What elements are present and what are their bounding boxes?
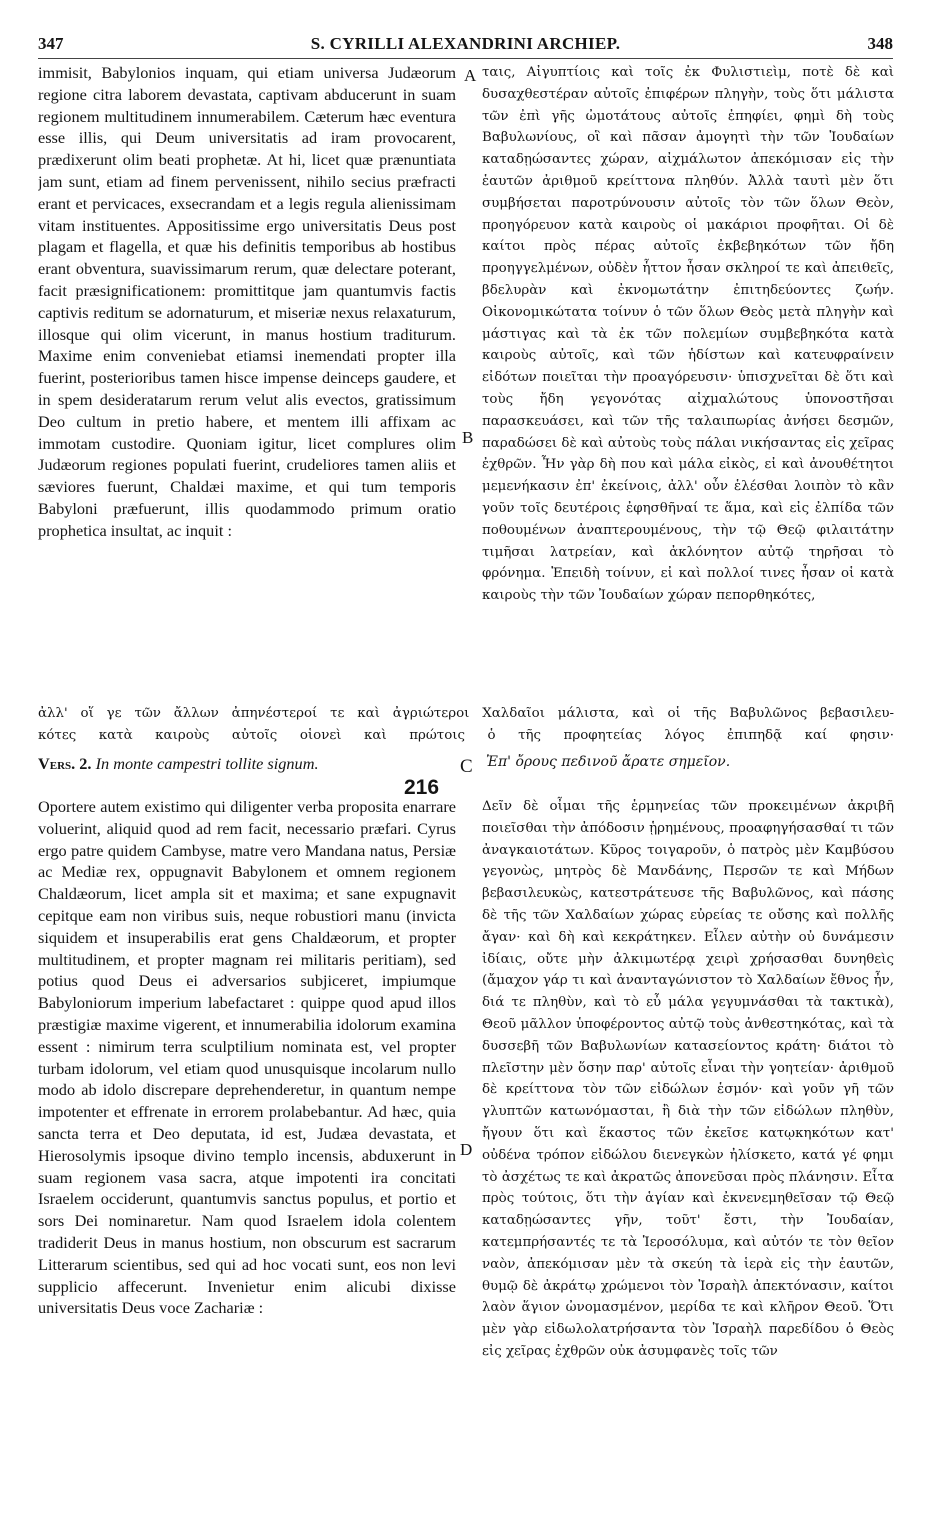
section-marker-a: A xyxy=(464,66,477,85)
verse-text-latin: In monte campestri tollite signum. xyxy=(95,754,319,773)
running-title: S. CYRILLI ALEXANDRINI ARCHIEP. xyxy=(310,34,621,53)
greek-column-top: ταις, Αἰγυπτίοις καὶ τοῖς ἐκ Φυλιστιεὶμ, ποτὲ δὲ καὶ δυσαχθεστέραν αὐτοῖς ἐπιφέρων πληγὴν, τοὺς ὅτι μάλιστα τῶν ἐπὶ γῆς ὠμοτάτους αὐτοῖς ἐπηφίει, φημὶ δὴ τοὺς Βαβυλωνίους, οἳ καὶ πᾶσαν ἀμογητὶ τὴν τῶν Ἰουδαίων καταδῃώσαντες χώραν, αἰχμάλωτον ἀπεκόμισαν εἰς τὴν ἑαυτῶν ἀριθμοῦ κρείττονα πληθύν. Ἀλλὰ ταυτὶ μὲν ὅτι συμβήσεται παροτρύνουσιν αὐτοῖς τὸν τῶν ὅλων Θεὸν, προηγόρευον κατὰ καιροὺς οἱ μακάριοι προφῆται. Οἱ δὲ καίτοι πρὸς πέρας αὐτοῖς ἐκβεβηκότων τῶν ἤδη προηγγελμένων, οὐδὲν ἧττον ἦσαν σκληροί τε καὶ ἀπειθεῖς, βδελυρὰν καὶ ἐκνομωτάτην ἐπιτηδεύοντες ζωήν. Οἰκονομικώτατα τοίνυν ὁ τῶν ὅλων Θεὸς μετὰ πληγὴν καὶ μάστιγας καὶ τὰ ἐκ τῶν πολεμίων συμβεβηκότα κατὰ καιροὺς αὐτοῖς, καὶ τῶν ἡδίστων καὶ κατευφραίνειν εἰδότων ποιεῖται τὴν προαγόρευσιν· ὑπισχνεῖται δὲ ὅτι καὶ τοὺς ἤδη γεγονότας αἰχμαλώτους ὑπονοστῆσαι παρασκευάσει, καὶ τῶν τῆς ταλαιπωρίας ἀνήσει δεσμῶν, παραδώσει δὲ καὶ αὐτοὺς τοὺς πάλαι νικήσαντας εἰς χεῖρας ἐχθρῶν. Ἦν γὰρ δὴ που καὶ μάλα εἰκὸς, εἰ καὶ ἀνουθέτητοι μεμενήκασιν ἐπ' ἐκείνοις, ἀλλ' οὖν ἑλέσθαι λοιπὸν τὸ κἂν γοῦν τοῖς δευτέροις ἐφησθῆναί τε ἅμα, καὶ εἰς ἐλπίδα τῶν ποθουμένων ἀναπτερουμένους, τὴν τῷ Θεῷ φιλαιτάτην τιμῆσαι λατρείαν, καὶ ἀκλόνητον αὐτῷ τηρῆσαι τὸ φρόνημα. Ἐπειδὴ τοίνυν, εἰ καὶ πολλοί τινες ἦσαν οἱ κατὰ καιροὺς τὴν τῶν Ἰουδαίων χώραν πεπορθηκότες, xyxy=(482,65,894,604)
margin-number: 216 xyxy=(404,776,440,799)
verse-heading-latin xyxy=(38,754,319,774)
section-marker-c: C xyxy=(460,756,473,777)
page-number-left: 347 xyxy=(38,34,64,53)
greek-column-bottom: Δεῖν δὲ οἶμαι τῆς ἑρμηνείας τῶν προκειμένων ἀκριβῆ ποιεῖσθαι τὴν ἀπόδοσιν ᾑρημένους, προαφηγήσασθαί τι τῶν ἀναγκαιοτάτων. Κῦρος τοιγαροῦν, ὁ πατρὸς μὲν Καμβύσου γεγονὼς, μητρὸς δὲ Μανδάνης, Περσῶν τε καὶ Μήδων βεβασιλευκὼς, κατεστράτευσε τῆς Βαβυλῶνος, καὶ πάσης δὲ τῆς τῶν Χαλδαίων χώρας εὐρείας τε οὔσης καὶ πολλῆς ἄγαν· καὶ δὴ καὶ κεκράτηκεν. Εἷλεν αὐτὴν οὐ δυνάμεσιν ἰδίαις, οὔτε μὴν ἀλκιμωτέρᾳ χειρὶ χρήσασθαι δυνηθεὶς (ἄμαχον γάρ τι καὶ ἀνανταγώνιστον τὸ Χαλδαίων ἔθνος ἦν, διά τε πληθὺν, καὶ τὸ εὖ μάλα γεγυμνάσθαι τὰ τακτικὰ), Θεοῦ μᾶλλον ὑποφέροντος αὐτῷ τοὺς ἀνθεστηκότας, καὶ τὰ δυσσεβῆ τῶν Βαβυλωνίων κατασείοντος κράτη· διάτοι τὸ πλεῖστην μὲν ὅσην παρ' αὐτοῖς εἶναι τὴν γοητείαν· ἀριθμοῦ δὲ κρείττονα τὸν τῶν εἰδώλων ἑσμόν· καὶ γοῦν γῆ τῶν γλυπτῶν κατωνόμασται, ἢ διὰ τὴν τῶν εἰδώλων πληθὺν, ἤγουν ὅτι καὶ ἕκαστος τῶν ἐκεῖσε κατῳκηκότων κατ' οὐδένα τρόπον εἰδώλου διενεγκὼν ἠλίσκετο, κατά γέ φημι τὸ ἀσχέτως τε καὶ ἀκρατῶς ἀπονεῦσαι πρὸς πλάνησιν. Εἶτα πρὸς τούτοις, ὅτι τὴν ἁγίαν καὶ ἐκνενεμηθεῖσαν τῷ Θεῷ καταδῃώσαντες γῆν, τοῦτ' ἔστι, τὴν Ἰουδαίαν, κατεμπρήσαντές τε τὰ Ἱεροσόλυμα, καὶ αὐτόν τε τὸν θεῖον ναὸν, ἀπεκόμισαν μὲν τὰ σκεύη τὰ ἱερὰ εἰς τὴν ἑαυτῶν, θυμῷ δὲ ἀκράτῳ χρώμενοι τὸν Ἰσραὴλ ἀπεκτόνασιν, καίτοι λαὸν ἅγιον ὠνομασμένον, μερίδα τε καὶ κλῆρον Θεοῦ. Ὅτι μὲν γὰρ εἰδωλολατρήσαντα τὸν Ἰσραὴλ παρεδίδου ὁ Θεὸς εἰς χεῖρας ἐχθρῶν οὐκ ἀσυμφανὲς τοῖς τῶν xyxy=(482,799,894,1359)
header-rule xyxy=(38,58,893,59)
latin-column-bottom: Oportere autem existimo qui diligenter verba proposita enarrare voluerint, aliquid quod ad rem facit, necessario præfari. Cyrus ergo patre quidem Cambyse, matre vero Mandana natus, Persiæ ac Mediæ rex, oppugnavit Babylonem et omnem regionem Chaldæorum, licet ampla sit et maxima; et sane expugnavit cepitque eam non viribus suis, neque robustiori manu (invicta siquidem et insuperabilis erat gens Chaldæorum, et propter multitudinem, et propter magnam rei militaris peritiam), sed potius quod Deus ei adversarios subjiceret, impiumque Babyloniorum imperium labefactaret : quippe quod apud illos præstigiæ maxime vigerent, et innumerabilia idolorum examina essent : nimirum terra sculptilium nominata est, vel propter turbam idolorum, vel etiam quod unusquisque incolarum nullo modo ab idolo discrepare deprehenderetur, in quantum nempe impotenter et effrenate in errorem prolabebantur. Ad hæc, quia sancta terra et Deo deputata, id est, Judæa devastata, et Hierosolymis ipsoque divino templo incensis, abduxerunt in suam regionem vasa sacra, atque impotenti ira concitati Israelem occiderunt, quantumvis sanctus populus, et portio et sors Dei nominaretur. Nam quod Israelem idola colentem tradiderit Deus in manus hostium, non obscurum est sacrarum Litterarum scientibus, sed qui ad hoc vocati sunt, eos non levi supplicio affecerunt. Invenietur enim alicubi dixisse universitatis Deus voce Zachariæ : xyxy=(38,797,456,1318)
greek-spanning-line-1: ἀλλ' οἵ γε τῶν ἄλλων ἀπηνέστεροί τε καὶ ἀγριώτεροι Χαλδαῖοι μάλιστα, καὶ οἱ τῆς Βαβυλῶνος βεβασιλευ- xyxy=(38,706,894,721)
section-marker-b: B xyxy=(462,428,474,447)
verse-heading-greek: Ἐπ' ὄρους πεδινοῦ ἄρατε σημεῖον. xyxy=(486,754,731,770)
section-marker-d: D xyxy=(460,1140,473,1159)
running-header xyxy=(38,34,893,60)
page-number-right: 348 xyxy=(867,34,893,53)
greek-spanning-line-2: κότες κατὰ καιροὺς αὐτοῖς οἱονεὶ καὶ πρώτοις ὁ τῆς προφητείας λόγος ἐπιπηδᾷ καί φησιν· xyxy=(38,728,894,743)
verse-label: Vers. 2. xyxy=(38,754,92,773)
latin-column-top: immisit, Babylonios inquam, qui etiam universa Judæorum regione citra laborem devastata, captivam abducerunt in suam regionem multitudinem innumerabilem. Cæterum hæc eventura esse illis, qui Deum universitatis ad iram provocarent, prædixerunt olim beati prophetæ. At hi, licet quæ prænuntiata jam sunt, etiam ad finem pervenissent, nihilo secius præfracti erant et pervicaces, exsecrandam et a legis regula alienissimam vitam instituentes. Appositissime ergo universitatis Deus post plagam et flagella, et quæ his definitis temporibus ab hostibus erant obventura, suavissimarum rerum, quæ delectare poterant, facit præsignificationem: promittitque jam quantumvis factis captivis reditum se adornaturum, et miseriæ nexus relaxaturum, illosque qui olim vicerunt, in manus hostium traditurum. Maxime enim conveniebat etiamsi inemendati propter illa fuerint, posterioribus tamen hisce impense deinceps gaudere, et in spem desideratarum rerum velut alis evectos, gratissimum Deo cultum in pretio habere, et mentem illi affixam ac immotam custodire. Quoniam igitur, licet complures olim Judæorum regiones populati fuerint, crudeliores tamen aliis et sæviores fuerunt, Chaldæi maxime, et qui tum temporis Babyloni præfuerunt, illis quodammodo primum oratio prophetica insultat, ac inquit : xyxy=(38,63,456,540)
